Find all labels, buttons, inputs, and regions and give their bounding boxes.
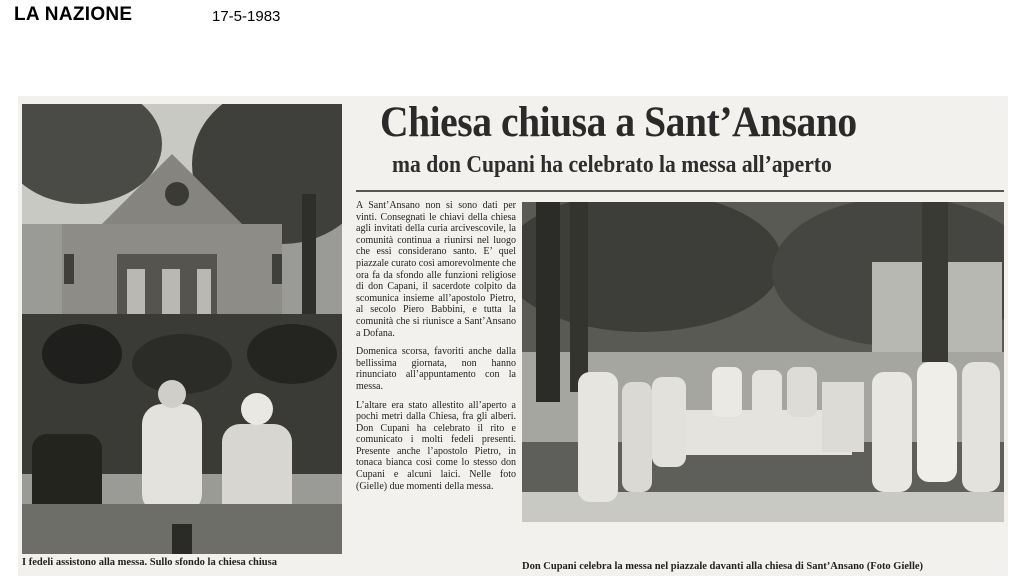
- paragraph: L’altare era stato allestito all’aperto a pochi metri dalla Chiesa, fra gli alberi. Don Cupani ha celebrato il rito e comunicato i molti fedeli presenti. Presente anche l’apostolo Pietro, in tonaca bianca così come lo stesso don Cupani e alcuni laici. Nelle foto (Gielle) due momenti della messa.: [356, 399, 516, 492]
- left-photo-caption: I fedeli assistono alla messa. Sullo sfondo la chiesa chiusa: [22, 557, 277, 568]
- article-subheadline: ma don Cupani ha celebrato la messa all’aperto: [392, 152, 832, 178]
- article-headline: Chiesa chiusa a Sant’Ansano: [380, 99, 857, 146]
- newspaper-clipping: [18, 96, 1008, 576]
- photo-faithful-attending: [22, 104, 342, 554]
- headline-rule: [356, 190, 1004, 192]
- paragraph: A Sant’Ansano non si sono dati per vinti. Consegnati le chiavi della chiesa agli invitati della curia arcivescovile, la comunità continua a riunirsi nel luogo che essi considerano santo. E’ quel piazzale curato così amorevolmente che ora fa da sfondo alle funzioni religiose di don Capani, il sacerdote colpito da scomunica insieme all’apostolo Pietro, al secolo Piero Babbini, e tutta la comunità che si riunisce a Sant’Ansano a Dofana.: [356, 200, 516, 339]
- right-photo-caption: Don Cupani celebra la messa nel piazzale davanti alla chiesa di Sant’Ansano (Foto Gielle): [522, 561, 924, 572]
- newspaper-name: LA NAZIONE: [14, 4, 133, 25]
- publication-date: 17-5-1983: [212, 8, 281, 25]
- photo-outdoor-mass: [522, 202, 1004, 522]
- article-body: [356, 200, 516, 499]
- paragraph: Domenica scorsa, favoriti anche dalla bellissima giornata, non hanno rinunciato all’appuntamento con la messa.: [356, 346, 516, 392]
